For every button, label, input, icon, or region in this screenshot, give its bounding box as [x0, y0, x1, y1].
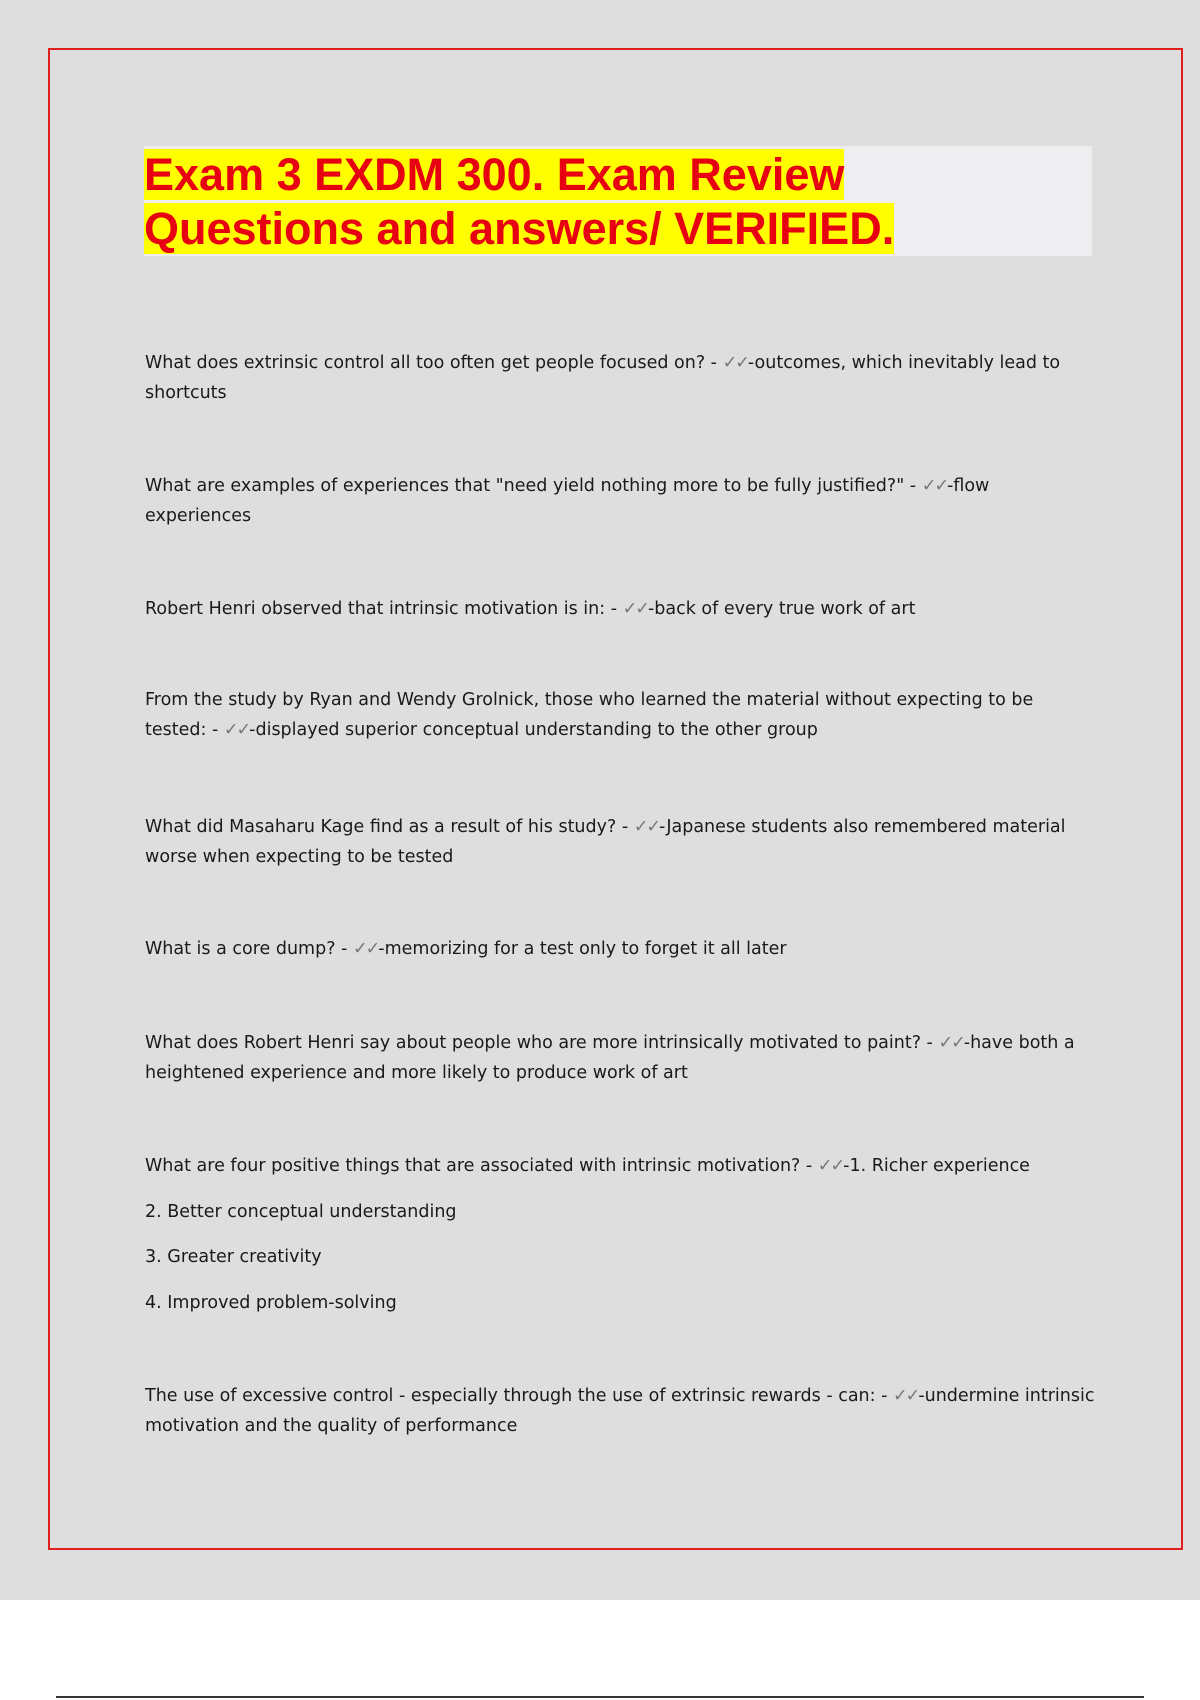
answer-text: -back of every true work of art	[647, 599, 916, 619]
question-text: What does extrinsic control all too often get people focused on? -	[145, 353, 723, 373]
list-item: 2. Better conceptual understanding	[145, 1202, 457, 1222]
answer-text: -have both a heightened experience and more likely to produce work of art	[145, 1033, 1075, 1083]
qa-item	[145, 348, 1095, 408]
list-item: 3. Greater creativity	[145, 1247, 322, 1267]
qa-item	[145, 685, 1095, 745]
qa-item	[145, 812, 1095, 872]
check-marks-icon: ✓✓	[817, 1156, 844, 1176]
question-text: What did Masaharu Kage find as a result of his study? -	[145, 817, 634, 837]
title-line-1: Exam 3 EXDM 300. Exam Review	[144, 149, 845, 200]
check-marks-icon: ✓✓	[938, 1033, 964, 1053]
answer-text: -displayed superior conceptual understanding to the other group	[249, 720, 818, 740]
next-page-divider	[56, 1696, 1144, 1698]
answer-text: -undermine intrinsic motivation and the quality of performance	[145, 1386, 1095, 1436]
qa-item	[145, 1151, 1095, 1181]
title-line-2: Questions and answers/ VERIFIED.	[144, 203, 895, 254]
question-text: From the study by Ryan and Wendy Grolnick, those who learned the material without expecting to be tested: -	[145, 690, 1034, 740]
qa-item	[145, 934, 1095, 964]
qa-item	[145, 471, 1095, 531]
question-text: What does Robert Henri say about people who are more intrinsically motivated to paint? -	[145, 1033, 939, 1053]
question-text: The use of excessive control - especially through the use of extrinsic rewards - can: -	[145, 1386, 893, 1406]
page-border	[48, 48, 1183, 1550]
answer-text: -outcomes, which inevitably lead to shortcuts	[145, 353, 1061, 403]
qa-item	[145, 594, 1095, 624]
question-text: What are four positive things that are associated with intrinsic motivation? -	[145, 1156, 818, 1176]
check-marks-icon: ✓✓	[633, 817, 660, 837]
check-marks-icon: ✓✓	[921, 476, 948, 496]
check-marks-icon: ✓✓	[892, 1386, 919, 1406]
question-text: What is a core dump? -	[145, 939, 353, 959]
document-title	[144, 148, 1004, 256]
list-item: 4. Improved problem-solving	[145, 1293, 397, 1313]
answer-text: -1. Richer experience	[843, 1156, 1030, 1176]
answer-text: -flow experiences	[145, 476, 990, 526]
qa-item	[145, 1381, 1095, 1441]
question-text: Robert Henri observed that intrinsic motivation is in: -	[145, 599, 623, 619]
check-marks-icon: ✓✓	[722, 353, 748, 373]
check-marks-icon: ✓✓	[352, 939, 379, 959]
answer-text: -memorizing for a test only to forget it all later	[378, 939, 787, 959]
qa-item	[145, 1028, 1095, 1088]
answer-text: -Japanese students also remembered material worse when expecting to be tested	[145, 817, 1066, 867]
check-marks-icon: ✓✓	[622, 599, 648, 619]
check-marks-icon: ✓✓	[223, 720, 250, 740]
question-text: What are examples of experiences that "need yield nothing more to be fully justified?" -	[145, 476, 922, 496]
